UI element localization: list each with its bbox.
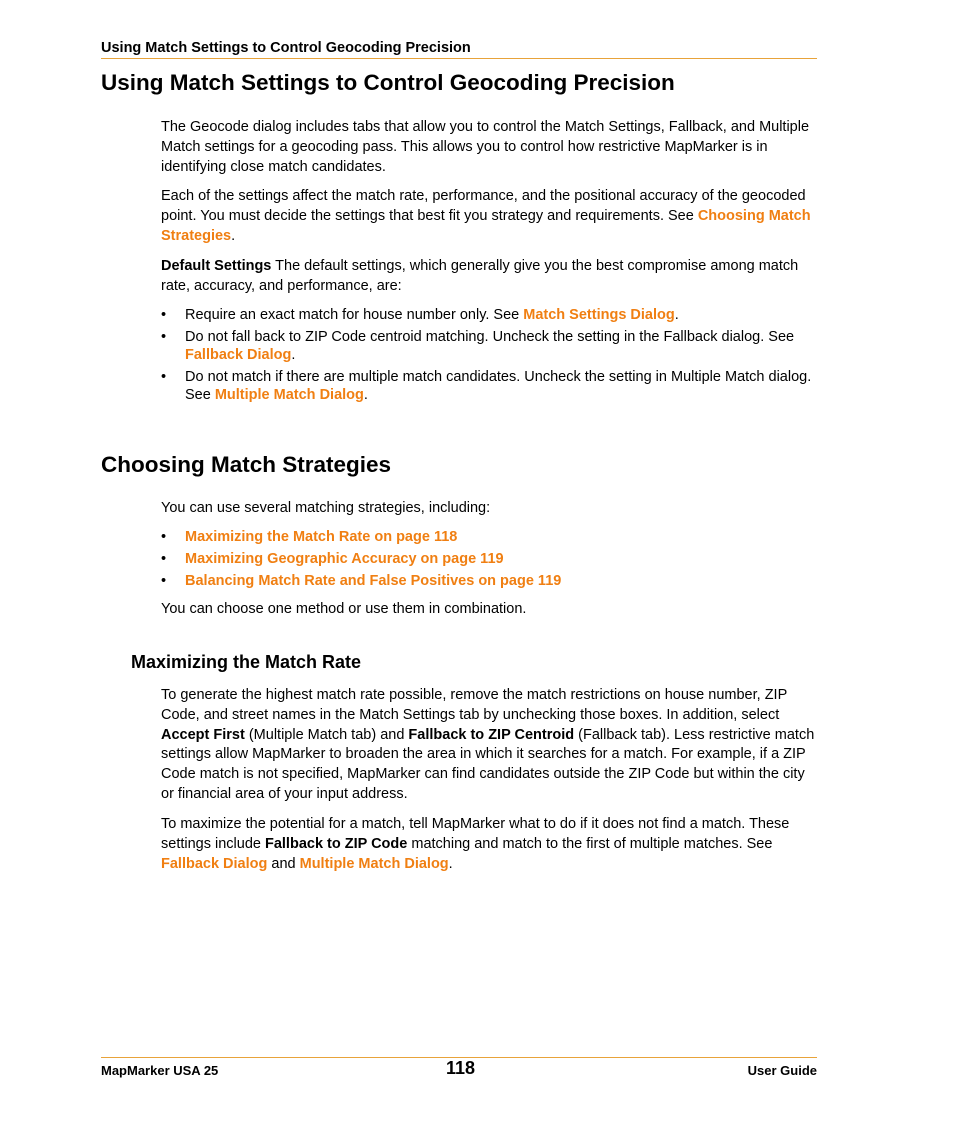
default-settings-paragraph xyxy=(161,257,821,297)
fallback-dialog-link[interactable]: Fallback Dialog xyxy=(161,855,268,872)
list-item-text: Do not fall back to ZIP Code centroid matching. Uncheck the setting in the Fallback dialog. See xyxy=(185,329,795,345)
bullet-marker: • xyxy=(161,573,167,589)
balancing-match-rate-link[interactable]: Balancing Match Rate and False Positives on page 119 xyxy=(185,573,562,589)
list-item xyxy=(161,328,821,364)
footer-doc-type: User Guide xyxy=(747,1063,817,1078)
multiple-match-dialog-link[interactable]: Multiple Match Dialog xyxy=(299,855,449,872)
choosing-strategies-link[interactable]: Choosing Match Strategies xyxy=(161,207,811,244)
strategies-intro: You can use several matching strategies, including: xyxy=(161,500,491,516)
match-rate-text: (Multiple Match tab) and xyxy=(244,726,409,743)
footer-product-name: MapMarker USA 25 xyxy=(101,1063,219,1078)
list-item xyxy=(161,572,821,590)
punctuation: . xyxy=(231,227,236,244)
intro-paragraph: The Geocode dialog includes tabs that allow you to control the Match Settings, Fallback, and Multiple Match settings for a geocoding pass. This allows you to control how restrictive MapMarker is in identifying close match candidates. xyxy=(161,119,810,175)
fallback-zip-centroid-label: Fallback to ZIP Centroid xyxy=(408,726,575,743)
list-item xyxy=(161,368,821,404)
strategies-list xyxy=(161,528,821,590)
fallback-dialog-link[interactable]: Fallback Dialog xyxy=(185,347,292,363)
settings-paragraph xyxy=(161,187,821,246)
section-title-choosing-strategies: Choosing Match Strategies xyxy=(101,452,392,477)
maximize-potential-text: To maximize the potential for a match, tell MapMarker what to do if it does not find a match. These settings include xyxy=(161,816,790,852)
match-settings-dialog-link[interactable]: Match Settings Dialog xyxy=(523,307,675,323)
bullet-marker: • xyxy=(161,329,167,345)
bullet-marker: • xyxy=(161,551,167,567)
running-header: Using Match Settings to Control Geocoding Precision xyxy=(101,40,817,59)
list-item xyxy=(161,528,821,546)
default-settings-list xyxy=(161,306,821,404)
list-item-text: Require an exact match for house number only. See xyxy=(185,307,524,323)
list-item xyxy=(161,306,821,324)
maximizing-match-rate-link[interactable]: Maximizing the Match Rate on page 118 xyxy=(185,529,458,545)
punctuation: . xyxy=(291,347,296,363)
punctuation: . xyxy=(674,307,679,323)
accept-first-label: Accept First xyxy=(161,726,245,743)
fallback-zip-code-label: Fallback to ZIP Code xyxy=(264,835,408,852)
bullet-marker: • xyxy=(161,529,167,545)
punctuation: . xyxy=(448,855,453,872)
match-rate-text: (Fallback tab). Less restrictive match settings allow MapMarker to broaden the area in which it searches for a match. For example, if a ZIP Code match is not specified, MapMarker can find candidates outside the ZIP Code but within the city or financial area of your input address. xyxy=(161,726,815,802)
default-settings-text: The default settings, which generally give you the best compromise among match rate, accuracy, and performance, are: xyxy=(161,258,799,294)
bullet-marker: • xyxy=(161,369,167,385)
page-number: 118 xyxy=(446,1058,476,1078)
maximize-potential-text: matching and match to the first of multiple matches. See xyxy=(407,835,773,852)
settings-paragraph-text: Each of the settings affect the match rate, performance, and the positional accuracy of the geocoded point. You must decide the settings that best fit you strategy and requirements. See xyxy=(161,188,806,224)
section-title-match-settings: Using Match Settings to Control Geocoding Precision xyxy=(101,70,675,95)
list-item xyxy=(161,550,821,568)
match-rate-paragraph xyxy=(161,686,821,805)
subsection-title-maximizing-match-rate: Maximizing the Match Rate xyxy=(131,652,362,672)
bullet-marker: • xyxy=(161,307,167,323)
maximizing-geographic-accuracy-link[interactable]: Maximizing Geographic Accuracy on page 119 xyxy=(185,551,504,567)
conjunction: and xyxy=(267,855,300,872)
default-settings-label: Default Settings xyxy=(161,258,272,274)
multiple-match-dialog-link[interactable]: Multiple Match Dialog xyxy=(214,387,364,403)
maximize-potential-paragraph xyxy=(161,815,821,874)
list-item-text: Do not match if there are multiple match candidates. Uncheck the setting in Multiple Match dialog. See xyxy=(185,369,812,403)
match-rate-text: To generate the highest match rate possible, remove the match restrictions on house number, ZIP Code, and street names in the Match Settings tab by unchecking those boxes. In addition, select xyxy=(161,687,787,723)
punctuation: . xyxy=(363,387,368,403)
strategies-outro: You can choose one method or use them in combination. xyxy=(161,601,527,617)
